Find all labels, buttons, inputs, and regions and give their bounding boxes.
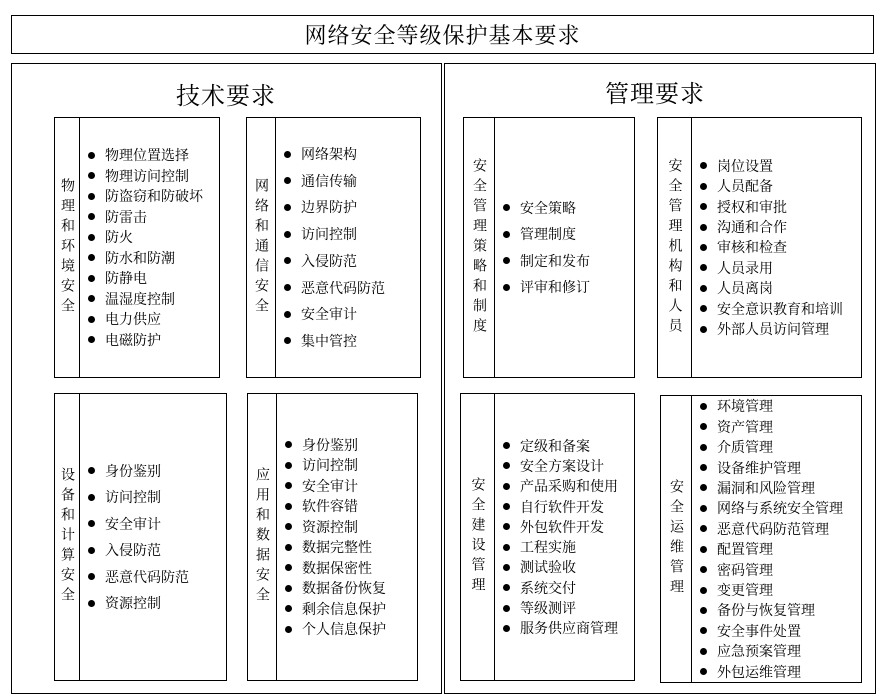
bullet-icon: [284, 151, 291, 158]
requirement-text: 安全审计: [302, 478, 358, 495]
requirement-item: [700, 298, 861, 318]
box-label: 网络和通信安全: [253, 177, 269, 318]
requirement-text: 电磁防护: [105, 332, 161, 349]
bullet-icon: [88, 295, 95, 302]
requirement-item: [285, 558, 417, 579]
requirement-item: [700, 396, 861, 416]
bullet-icon: [88, 254, 95, 261]
bullet-icon: [503, 625, 510, 632]
requirement-list: [692, 118, 861, 377]
requirement-list: [276, 118, 420, 377]
requirement-item: [700, 319, 861, 339]
requirement-text: 网络架构: [301, 147, 357, 164]
bullet-icon: [503, 284, 510, 291]
bullet-icon: [284, 337, 291, 344]
requirement-text: 沟通和合作: [717, 220, 787, 237]
requirement-text: 物理位置选择: [105, 148, 189, 165]
requirement-item: [503, 195, 634, 222]
bullet-icon: [700, 587, 707, 594]
requirement-item: [285, 599, 417, 620]
bullet-icon: [284, 204, 291, 211]
requirement-text: 管理制度: [520, 227, 576, 244]
requirement-item: [700, 176, 861, 196]
box-label: 应用和数据安全: [254, 467, 270, 607]
bullet-icon: [700, 525, 707, 532]
bullet-icon: [503, 204, 510, 211]
requirement-text: 软件容错: [302, 499, 358, 516]
box-label-column: [461, 394, 495, 680]
bullet-icon: [88, 600, 95, 607]
box-application-data-security: [247, 393, 418, 681]
bullet-icon: [700, 162, 707, 169]
requirement-text: 评审和修订: [520, 280, 590, 297]
requirement-item: [700, 237, 861, 257]
requirement-text: 网络与系统安全管理: [717, 501, 843, 518]
requirement-list: [495, 394, 634, 680]
bullet-icon: [503, 483, 510, 490]
requirement-text: 集中管控: [301, 333, 357, 350]
requirement-text: 恶意代码防范管理: [717, 521, 829, 538]
bullet-icon: [503, 257, 510, 264]
requirement-text: 人员配备: [717, 179, 773, 196]
bullet-icon: [284, 311, 291, 318]
requirement-text: 授权和审批: [717, 199, 787, 216]
box-label-column: [55, 118, 80, 377]
requirement-text: 边界防护: [301, 200, 357, 217]
bullet-icon: [285, 523, 292, 530]
bullet-icon: [503, 544, 510, 551]
box-network-communication-security: [246, 117, 421, 378]
box-label-column: [661, 396, 692, 682]
requirement-text: 防水和防潮: [105, 250, 175, 267]
requirement-item: [700, 437, 861, 457]
bullet-icon: [285, 605, 292, 612]
requirement-item: [503, 557, 634, 577]
requirement-text: 系统交付: [520, 580, 576, 597]
requirement-text: 外包运维管理: [717, 664, 801, 681]
requirement-text: 服务供应商管理: [520, 621, 618, 638]
requirement-text: 资产管理: [717, 419, 773, 436]
bullet-icon: [700, 627, 707, 634]
requirement-text: 人员录用: [717, 260, 773, 277]
requirement-text: 资源控制: [302, 519, 358, 536]
bullet-icon: [503, 523, 510, 530]
bullet-icon: [284, 257, 291, 264]
requirement-text: 安全审计: [105, 516, 161, 533]
bullet-icon: [285, 585, 292, 592]
requirement-item: [700, 580, 861, 600]
bullet-icon: [503, 442, 510, 449]
requirement-list: [495, 118, 634, 377]
requirement-item: [284, 221, 420, 248]
requirement-item: [503, 221, 634, 248]
requirement-text: 物理访问控制: [105, 168, 189, 185]
bullet-icon: [503, 462, 510, 469]
bullet-icon: [285, 441, 292, 448]
requirement-item: [700, 539, 861, 559]
requirement-text: 安全审计: [301, 307, 357, 324]
bullet-icon: [88, 275, 95, 282]
requirement-item: [503, 517, 634, 537]
requirement-item: [284, 274, 420, 301]
requirement-text: 应急预案管理: [717, 644, 801, 661]
box-label: 安全管理策略和制度: [471, 157, 487, 338]
requirement-item: [88, 248, 219, 269]
bullet-icon: [700, 264, 707, 271]
requirement-text: 个人信息保护: [302, 622, 386, 639]
requirement-item: [88, 207, 219, 228]
requirement-text: 数据保密性: [302, 560, 372, 577]
requirement-item: [700, 278, 861, 298]
box-physical-environment-security: [54, 117, 220, 378]
bullet-icon: [700, 464, 707, 471]
requirement-item: [700, 600, 861, 620]
box-security-organization-personnel: [657, 117, 862, 378]
requirement-item: [700, 641, 861, 661]
requirement-item: [700, 457, 861, 477]
requirement-item: [88, 457, 226, 484]
requirement-item: [284, 194, 420, 221]
requirement-item: [88, 309, 219, 330]
bullet-icon: [503, 605, 510, 612]
requirement-item: [285, 578, 417, 599]
requirement-text: 岗位设置: [717, 158, 773, 175]
bullet-icon: [700, 326, 707, 333]
requirement-item: [700, 498, 861, 518]
bullet-icon: [285, 482, 292, 489]
box-label: 安全运维管理: [668, 479, 684, 599]
requirement-text: 密码管理: [717, 562, 773, 579]
bullet-icon: [285, 564, 292, 571]
bullet-icon: [700, 648, 707, 655]
bullet-icon: [285, 544, 292, 551]
requirement-list: [692, 396, 861, 682]
requirement-text: 身份鉴别: [105, 463, 161, 480]
requirement-item: [88, 537, 226, 564]
requirement-text: 访问控制: [105, 490, 161, 507]
bullet-icon: [700, 546, 707, 553]
requirement-item: [88, 484, 226, 511]
requirement-text: 访问控制: [301, 227, 357, 244]
bullet-icon: [285, 626, 292, 633]
requirement-text: 审核和检查: [717, 240, 787, 257]
bullet-icon: [88, 494, 95, 501]
box-label-column: [658, 118, 692, 377]
requirement-text: 工程实施: [520, 540, 576, 557]
box-label: 设备和计算安全: [59, 467, 75, 607]
requirement-text: 安全事件处置: [717, 623, 801, 640]
box-label-column: [247, 118, 276, 377]
requirement-item: [700, 519, 861, 539]
bullet-icon: [88, 234, 95, 241]
requirement-item: [284, 248, 420, 275]
requirement-item: [88, 289, 219, 310]
requirement-item: [88, 330, 219, 351]
bullet-icon: [88, 193, 95, 200]
requirement-item: [285, 455, 417, 476]
requirement-text: 漏洞和风险管理: [717, 480, 815, 497]
requirement-text: 自行软件开发: [520, 499, 604, 516]
requirement-text: 防火: [105, 230, 133, 247]
management-heading: 管理要求: [605, 80, 705, 108]
technical-heading: 技术要求: [176, 82, 276, 110]
bullet-icon: [700, 224, 707, 231]
requirement-item: [503, 537, 634, 557]
requirement-item: [284, 167, 420, 194]
box-label-column: [248, 394, 277, 680]
requirement-item: [285, 619, 417, 640]
box-label: 安全建设管理: [469, 477, 486, 597]
bullet-icon: [285, 503, 292, 510]
requirement-text: 制定和发布: [520, 253, 590, 270]
requirement-text: 安全意识教育和培训: [717, 301, 843, 318]
requirement-text: 温湿度控制: [105, 291, 175, 308]
requirement-text: 变更管理: [717, 583, 773, 600]
bullet-icon: [700, 484, 707, 491]
requirement-text: 恶意代码防范: [105, 569, 189, 586]
requirement-text: 测试验收: [520, 560, 576, 577]
bullet-icon: [700, 423, 707, 430]
bullet-icon: [284, 284, 291, 291]
requirement-item: [503, 248, 634, 275]
requirement-text: 资源控制: [105, 596, 161, 613]
requirement-item: [284, 328, 420, 355]
requirement-text: 设备维护管理: [717, 460, 801, 477]
bullet-icon: [700, 444, 707, 451]
requirement-text: 防雷击: [105, 209, 147, 226]
requirement-item: [503, 618, 634, 638]
requirement-text: 产品采购和使用: [520, 479, 618, 496]
requirement-text: 定级和备案: [520, 438, 590, 455]
requirement-item: [700, 217, 861, 237]
requirement-text: 访问控制: [302, 458, 358, 475]
requirement-item: [285, 496, 417, 517]
requirement-item: [88, 145, 219, 166]
requirement-text: 外部人员访问管理: [717, 322, 829, 339]
requirement-list: [277, 394, 417, 680]
bullet-icon: [503, 564, 510, 571]
requirement-item: [700, 621, 861, 641]
requirement-item: [88, 186, 219, 207]
requirement-text: 人员离岗: [717, 281, 773, 298]
requirement-item: [700, 416, 861, 436]
requirement-item: [503, 578, 634, 598]
requirement-item: [503, 274, 634, 301]
bullet-icon: [700, 403, 707, 410]
bullet-icon: [88, 152, 95, 159]
bullet-icon: [700, 285, 707, 292]
requirement-item: [700, 156, 861, 176]
bullet-icon: [285, 462, 292, 469]
box-device-computing-security: [54, 393, 227, 681]
requirement-text: 数据完整性: [302, 540, 372, 557]
bullet-icon: [88, 172, 95, 179]
requirement-text: 身份鉴别: [302, 437, 358, 454]
bullet-icon: [284, 177, 291, 184]
requirement-text: 备份与恢复管理: [717, 603, 815, 620]
requirement-text: 安全方案设计: [520, 458, 604, 475]
bullet-icon: [88, 316, 95, 323]
bullet-icon: [700, 505, 707, 512]
requirement-item: [700, 559, 861, 579]
requirement-text: 电力供应: [105, 312, 161, 329]
requirement-text: 恶意代码防范: [301, 280, 385, 297]
requirement-text: 防盗窃和防破坏: [105, 189, 203, 206]
box-security-construction-management: [460, 393, 635, 681]
requirement-list: [80, 394, 226, 680]
requirement-item: [503, 496, 634, 516]
requirement-text: 配置管理: [717, 542, 773, 559]
requirement-item: [284, 141, 420, 168]
requirement-item: [285, 435, 417, 456]
requirement-text: 通信传输: [301, 173, 357, 190]
requirement-text: 入侵防范: [105, 543, 161, 560]
requirement-item: [503, 456, 634, 476]
bullet-icon: [700, 607, 707, 614]
main-title-box: [11, 15, 874, 54]
box-security-operation-management: [660, 395, 862, 683]
requirement-item: [700, 478, 861, 498]
box-security-policy-system: [463, 117, 635, 378]
requirement-item: [700, 258, 861, 278]
requirement-item: [503, 598, 634, 618]
requirement-text: 入侵防范: [301, 253, 357, 270]
requirement-text: 等级测评: [520, 601, 576, 618]
bullet-icon: [700, 244, 707, 251]
requirement-item: [700, 662, 861, 682]
bullet-icon: [503, 231, 510, 238]
bullet-icon: [88, 547, 95, 554]
requirement-item: [88, 590, 226, 617]
requirement-item: [285, 537, 417, 558]
box-label-column: [464, 118, 495, 377]
main-title: 网络安全等级保护基本要求: [304, 24, 581, 49]
bullet-icon: [284, 231, 291, 238]
requirement-text: 介质管理: [717, 440, 773, 457]
bullet-icon: [88, 520, 95, 527]
requirement-item: [285, 476, 417, 497]
requirement-item: [88, 510, 226, 537]
bullet-icon: [700, 183, 707, 190]
bullet-icon: [88, 213, 95, 220]
requirement-text: 外包软件开发: [520, 519, 604, 536]
bullet-icon: [700, 668, 707, 675]
box-label: 物理和环境安全: [59, 177, 75, 318]
requirement-item: [503, 476, 634, 496]
requirement-text: 防静电: [105, 271, 147, 288]
bullet-icon: [700, 305, 707, 312]
requirement-text: 安全策略: [520, 200, 576, 217]
bullet-icon: [700, 203, 707, 210]
requirement-text: 数据备份恢复: [302, 581, 386, 598]
requirement-list: [80, 118, 219, 377]
bullet-icon: [503, 503, 510, 510]
requirement-item: [285, 517, 417, 538]
bullet-icon: [88, 467, 95, 474]
requirement-item: [284, 301, 420, 328]
requirement-item: [88, 268, 219, 289]
requirement-item: [88, 227, 219, 248]
bullet-icon: [88, 336, 95, 343]
bullet-icon: [700, 566, 707, 573]
box-label-column: [55, 394, 80, 680]
requirement-item: [88, 564, 226, 591]
bullet-icon: [503, 584, 510, 591]
box-label: 安全管理机构和人员: [666, 157, 683, 338]
requirement-item: [88, 166, 219, 187]
requirement-item: [503, 436, 634, 456]
bullet-icon: [88, 573, 95, 580]
requirement-text: 剩余信息保护: [302, 601, 386, 618]
requirement-item: [700, 197, 861, 217]
requirement-text: 环境管理: [717, 399, 773, 416]
